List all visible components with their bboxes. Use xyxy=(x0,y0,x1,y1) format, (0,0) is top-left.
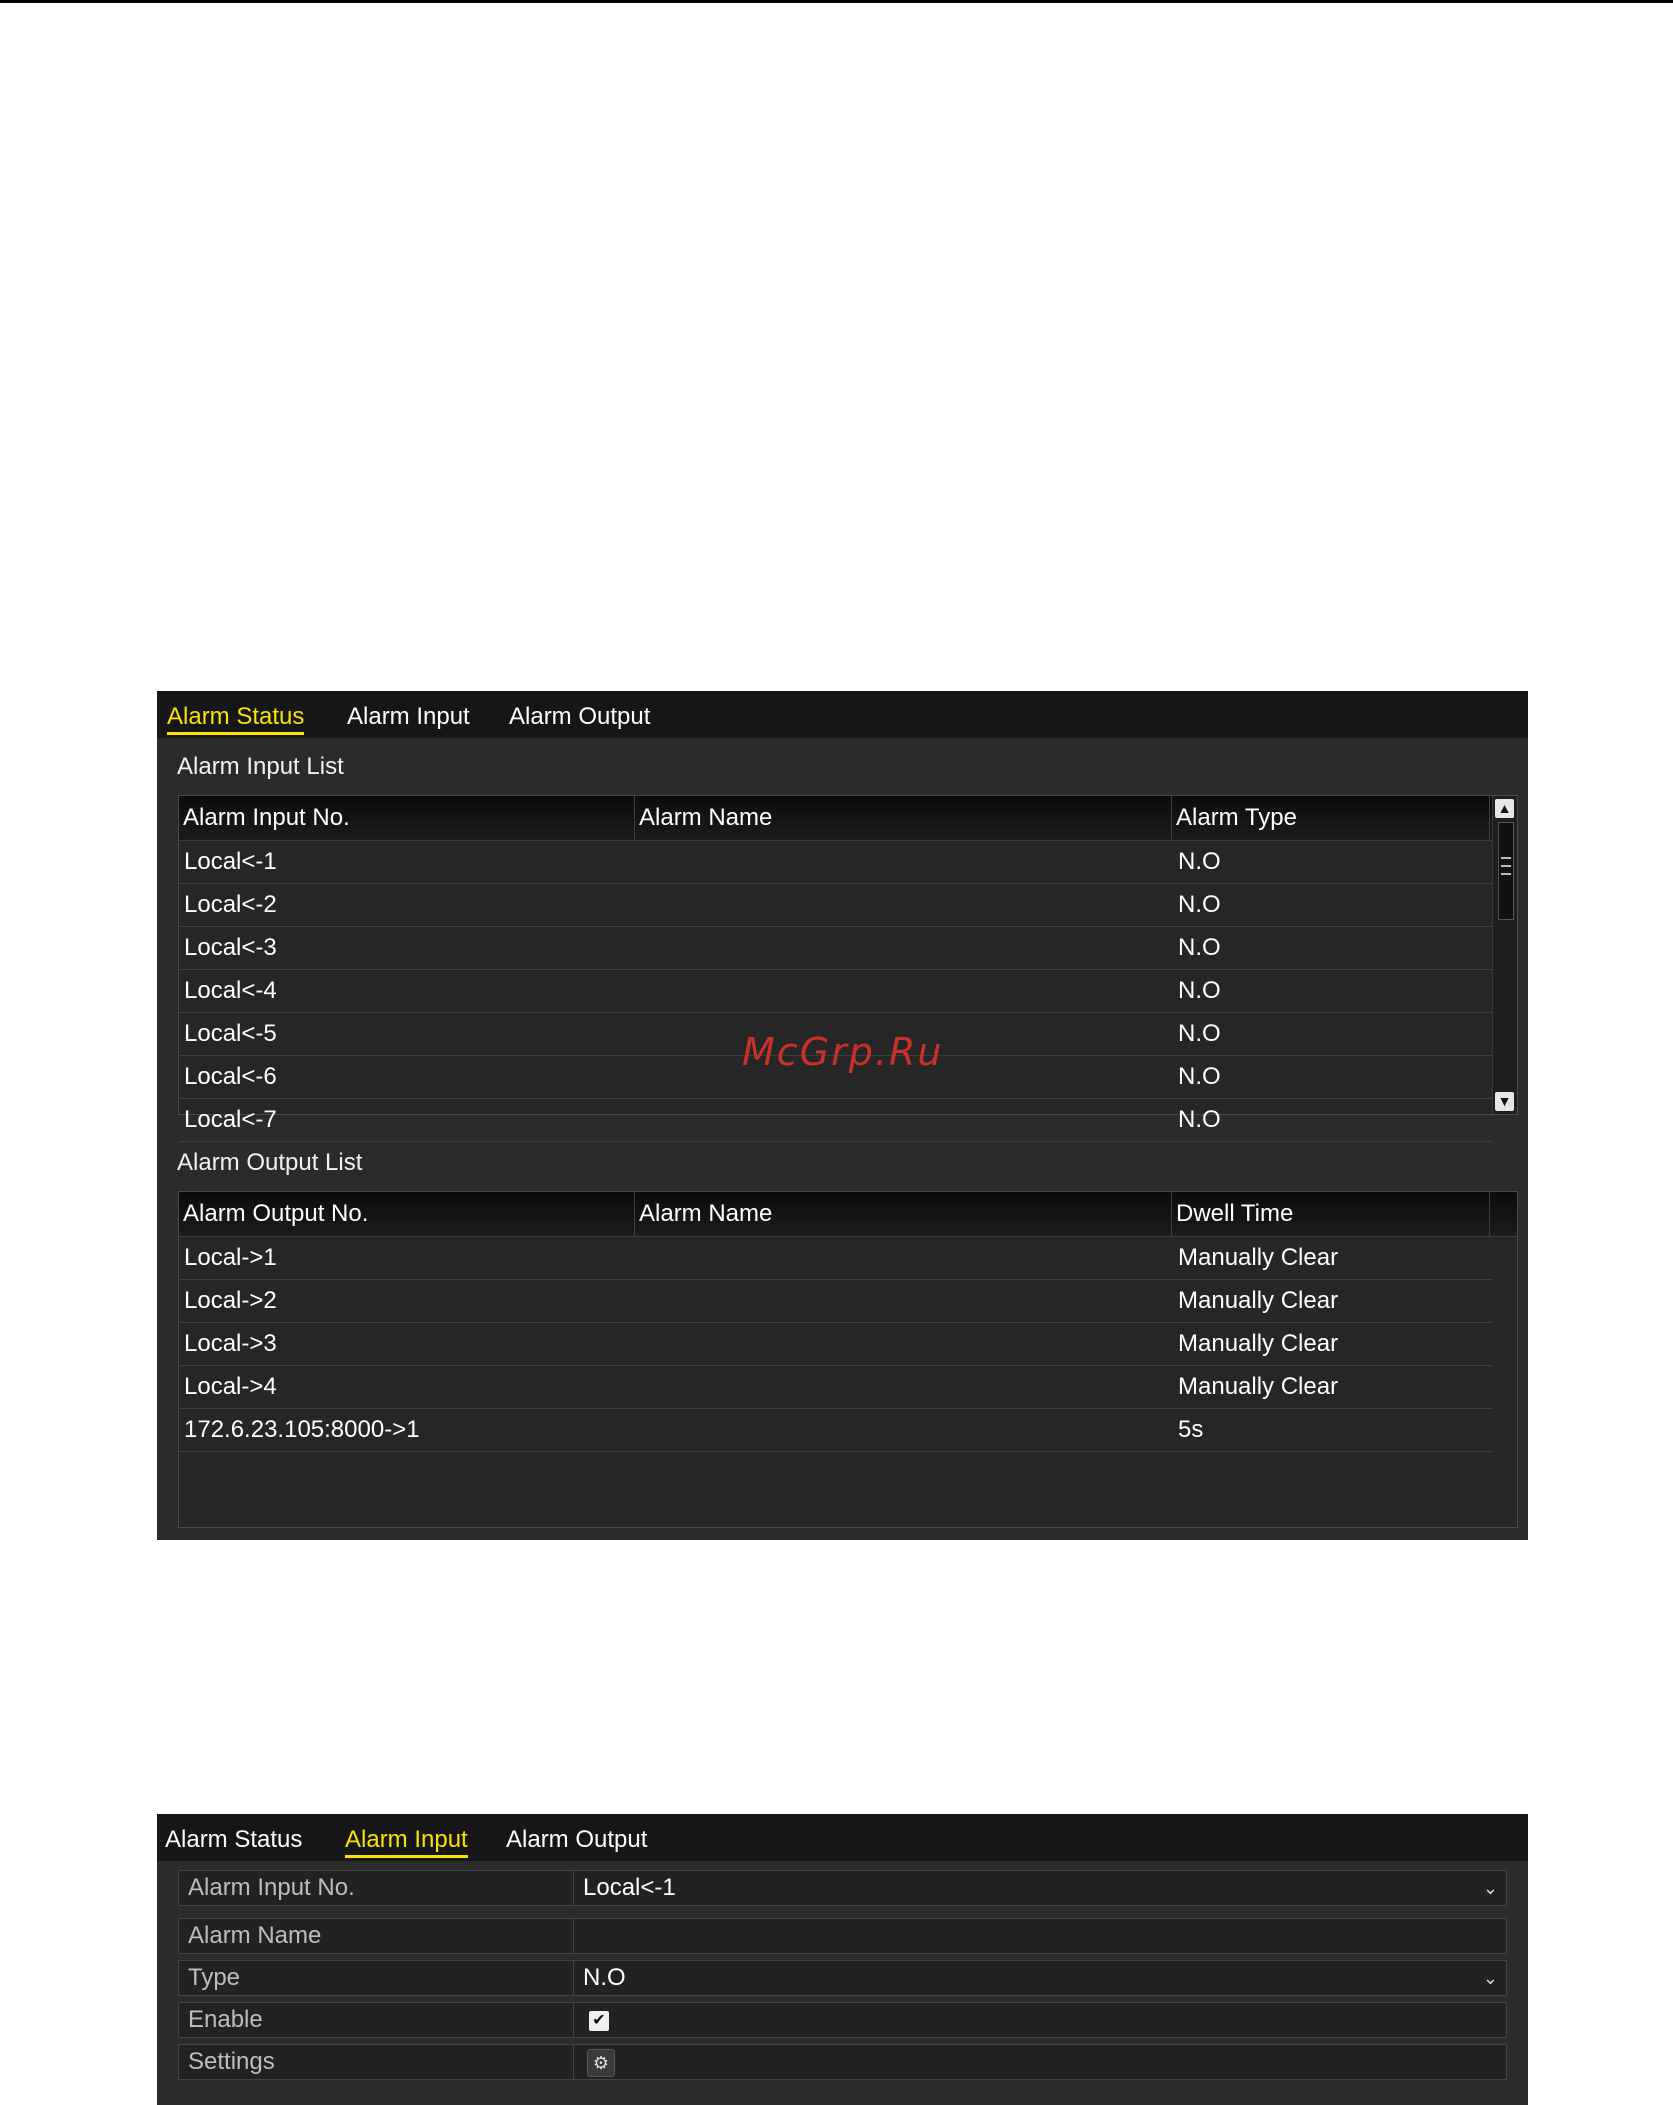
alarm-status-panel xyxy=(157,691,1528,1540)
cell-output-no: Local->3 xyxy=(184,1330,277,1357)
type-select[interactable]: N.O xyxy=(583,1964,626,1991)
cell-alarm-type: N.O xyxy=(1178,1020,1221,1047)
alarm-output-table xyxy=(178,1191,1518,1528)
alarm-input-panel xyxy=(157,1814,1528,2105)
table-row[interactable] xyxy=(179,884,1492,927)
alarm-name-input[interactable] xyxy=(583,1919,1463,1953)
table-row[interactable] xyxy=(179,841,1492,884)
alarm-input-no-label: Alarm Input No. xyxy=(179,1871,574,1905)
cell-dwell-time: Manually Clear xyxy=(1178,1287,1339,1314)
gear-icon[interactable]: ⚙ xyxy=(587,2049,615,2077)
table-row[interactable] xyxy=(179,1280,1492,1323)
table-row[interactable] xyxy=(179,1323,1492,1366)
cell-input-no: Local<-3 xyxy=(184,934,277,961)
cell-alarm-type: N.O xyxy=(1178,1063,1221,1090)
tab-alarm-input[interactable]: Alarm Input xyxy=(347,703,470,730)
column-header-alarm-name[interactable]: Alarm Name xyxy=(635,1192,1172,1236)
table-row[interactable] xyxy=(179,927,1492,970)
cell-output-no: Local->1 xyxy=(184,1244,277,1271)
alarm-name-label: Alarm Name xyxy=(179,1919,574,1953)
column-header-alarm-input-no[interactable]: Alarm Input No. xyxy=(179,796,635,840)
cell-alarm-type: N.O xyxy=(1178,848,1221,875)
tab-alarm-status[interactable]: Alarm Status xyxy=(165,1826,303,1853)
checkmark-icon: ✔ xyxy=(592,2012,606,2029)
cell-dwell-time: Manually Clear xyxy=(1178,1330,1339,1357)
chevron-down-icon[interactable]: ⌄ xyxy=(1482,1968,1498,1988)
alarm-input-no-select[interactable]: Local<-1 xyxy=(583,1874,676,1901)
table-row[interactable] xyxy=(179,1237,1492,1280)
tab-alarm-output[interactable]: Alarm Output xyxy=(506,1826,648,1853)
cell-dwell-time: Manually Clear xyxy=(1178,1244,1339,1271)
type-label: Type xyxy=(179,1961,574,1995)
tab-alarm-output[interactable]: Alarm Output xyxy=(509,703,651,730)
alarm-input-list-title: Alarm Input List xyxy=(177,753,344,780)
alarm-name-row xyxy=(178,1918,1507,1954)
enable-label: Enable xyxy=(179,2003,574,2037)
thumb-grip xyxy=(1501,865,1511,867)
cell-alarm-type: N.O xyxy=(1178,977,1221,1004)
cell-output-no: Local->2 xyxy=(184,1287,277,1314)
alarm-input-no-row xyxy=(178,1870,1507,1906)
cell-input-no: Local<-7 xyxy=(184,1106,277,1133)
scroll-thumb[interactable] xyxy=(1498,822,1514,920)
enable-checkbox[interactable] xyxy=(589,2011,609,2031)
cell-input-no: Local<-4 xyxy=(184,977,277,1004)
scroll-down-icon[interactable]: ▼ xyxy=(1495,1092,1514,1111)
settings-row xyxy=(178,2044,1507,2080)
page-top-rule xyxy=(0,0,1673,3)
column-header-alarm-type[interactable]: Alarm Type xyxy=(1172,796,1490,840)
table-row[interactable] xyxy=(179,1366,1492,1409)
cell-alarm-type: N.O xyxy=(1178,891,1221,918)
cell-alarm-type: N.O xyxy=(1178,934,1221,961)
watermark: McGrp.Ru xyxy=(742,1030,944,1074)
tab-bar xyxy=(157,1814,1528,1861)
column-header-alarm-output-no[interactable]: Alarm Output No. xyxy=(179,1192,635,1236)
enable-row xyxy=(178,2002,1507,2038)
chevron-down-icon[interactable]: ⌄ xyxy=(1482,1878,1498,1898)
cell-dwell-time: 5s xyxy=(1178,1416,1204,1443)
cell-alarm-type: N.O xyxy=(1178,1106,1221,1133)
tab-alarm-input[interactable]: Alarm Input xyxy=(345,1826,468,1858)
thumb-grip xyxy=(1501,857,1511,859)
table-header xyxy=(179,1192,1517,1237)
table-body xyxy=(179,1237,1492,1527)
cell-dwell-time: Manually Clear xyxy=(1178,1373,1339,1400)
cell-input-no: Local<-6 xyxy=(184,1063,277,1090)
tab-bar xyxy=(157,691,1528,738)
column-header-alarm-name[interactable]: Alarm Name xyxy=(635,796,1172,840)
table-row[interactable] xyxy=(179,1099,1492,1142)
thumb-grip xyxy=(1501,873,1511,875)
tab-alarm-status[interactable]: Alarm Status xyxy=(167,703,304,735)
vertical-scrollbar[interactable] xyxy=(1492,796,1517,1114)
table-header xyxy=(179,796,1492,841)
table-row[interactable] xyxy=(179,970,1492,1013)
cell-input-no: Local<-2 xyxy=(184,891,277,918)
cell-output-no: 172.6.23.105:8000->1 xyxy=(184,1416,420,1443)
cell-input-no: Local<-1 xyxy=(184,848,277,875)
alarm-output-list-title: Alarm Output List xyxy=(177,1149,363,1176)
table-row[interactable] xyxy=(179,1409,1492,1452)
type-row xyxy=(178,1960,1507,1996)
cell-input-no: Local<-5 xyxy=(184,1020,277,1047)
scroll-up-icon[interactable]: ▲ xyxy=(1495,799,1514,818)
settings-label: Settings xyxy=(179,2045,574,2079)
column-header-dwell-time[interactable]: Dwell Time xyxy=(1172,1192,1490,1236)
cell-output-no: Local->4 xyxy=(184,1373,277,1400)
